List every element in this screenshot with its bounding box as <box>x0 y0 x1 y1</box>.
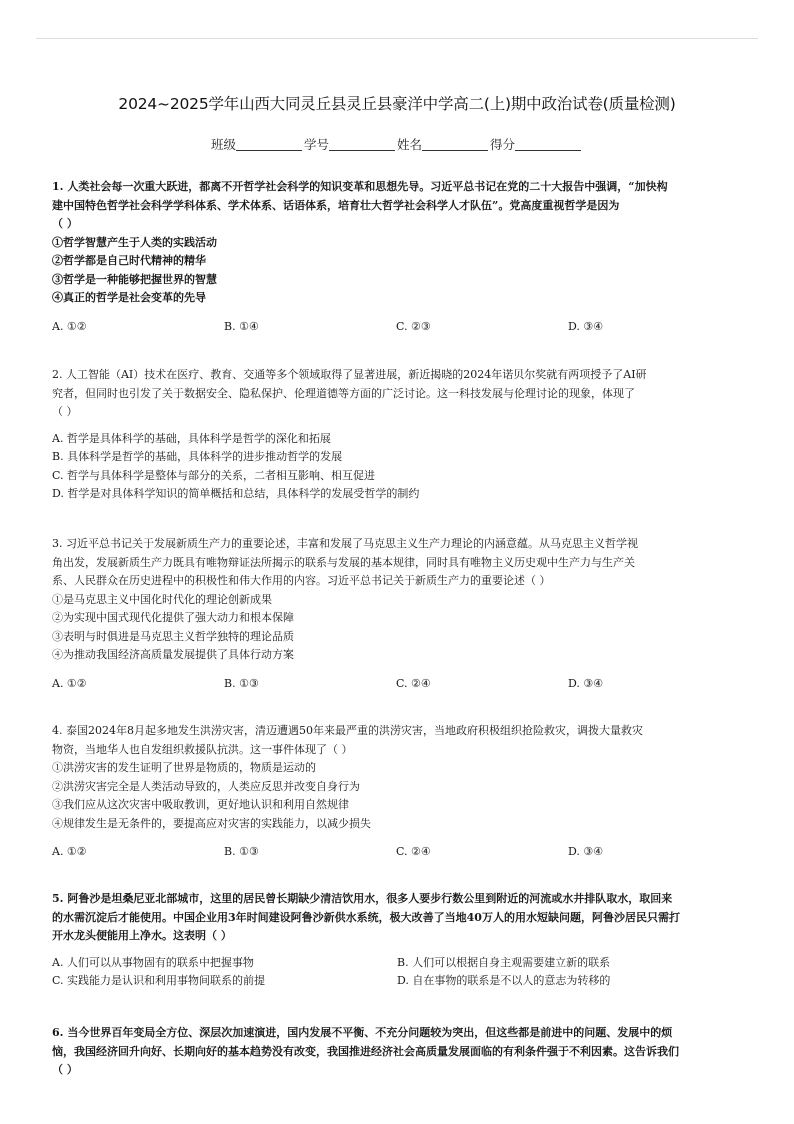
score-field: 得分 <box>490 135 583 153</box>
question-3-item: ③表明与时俱进是马克思主义哲学独特的理论品质 <box>52 629 294 643</box>
page-title: 2024~2025学年山西大同灵丘县灵丘县豪洋中学高二(上)期中政治试卷(质量检测) <box>118 95 676 113</box>
student-info-row <box>0 135 794 153</box>
question-6-stem-line: （ ） <box>52 1063 78 1076</box>
question-2-stem-line: 2. 人工智能（AI）技术在医疗、教育、交通等多个领域取得了显著进展，新近揭晓的2024年诺贝尔奖就有两项授予了AI研 <box>52 368 647 381</box>
question-1-options <box>52 318 742 337</box>
option-d[interactable]: D. 哲学是对具体科学知识的简单概括和总结，具体科学的发展受哲学的制约 <box>52 487 420 500</box>
question-3 <box>52 535 742 693</box>
option-b[interactable]: B. ①③ <box>224 845 259 858</box>
option-c[interactable]: C. ②④ <box>396 845 431 858</box>
option-b[interactable]: B. ①④ <box>224 319 259 333</box>
question-4-options <box>52 843 742 862</box>
question-4-stem-line: 物资，当地华人也自发组织救援队抗洪。这一事件体现了（ ） <box>52 742 353 756</box>
name-field: 姓名 <box>397 135 490 153</box>
option-d[interactable]: D. ③④ <box>568 845 604 858</box>
question-3-stem-line: 系、人民群众在历史进程中的积极性和伟大作用的内容。习近平总书记关于新质生产力的重要论述（ ） <box>52 574 551 587</box>
question-2-stem-line: （ ） <box>52 405 78 418</box>
question-6 <box>52 1024 742 1080</box>
option-a[interactable]: A. ①② <box>52 845 87 858</box>
option-b[interactable]: B. 人们可以根据自身主观需要建立新的联系 <box>397 955 611 969</box>
student-id-blank[interactable] <box>329 138 395 151</box>
question-1 <box>52 178 742 336</box>
question-5-stem-line: 的水需沉淀后才能使用。中国企业用3年时间建设阿鲁沙新供水系统，极大改善了当地40万人的用水短缺问题，阿鲁沙居民只需打 <box>52 910 680 924</box>
question-1-item: ①哲学智慧产生于人类的实践活动 <box>52 235 217 249</box>
question-4 <box>52 722 742 862</box>
question-1-stem-line: 建中国特色哲学社会科学学科体系、学术体系、话语体系，培育壮大哲学社会科学人才队伍”。党高度重视哲学是因为 <box>52 198 620 212</box>
option-a[interactable]: A. ①② <box>52 676 87 690</box>
question-3-item: ①是马克思主义中国化时代化的理论创新成果 <box>52 592 272 606</box>
question-5 <box>52 890 742 991</box>
option-a[interactable]: A. ①② <box>52 319 87 333</box>
option-b[interactable]: B. ①③ <box>224 676 259 690</box>
question-1-item: ②哲学都是自己时代精神的精华 <box>52 254 206 267</box>
option-d[interactable]: D. ③④ <box>568 319 604 333</box>
question-6-stem-line: 6. 当今世界百年变局全方位、深层次加速演进，国内发展不平衡、不充分问题较为突出，但这些都是前进中的问题、发展中的烦 <box>52 1026 673 1039</box>
question-4-item: ②洪涝灾害完全是人类活动导致的，人类应反思并改变自身行为 <box>52 779 360 793</box>
option-d[interactable]: D. 自在事物的联系是不以人的意志为转移的 <box>397 974 611 987</box>
question-4-item: ①洪涝灾害的发生证明了世界是物质的，物质是运动的 <box>52 761 316 774</box>
question-5-stem-line: 5. 阿鲁沙是坦桑尼亚北部城市，这里的居民曾长期缺少清洁饮用水，很多人要步行数公里到附近的河流或水井排队取水，取回来 <box>52 892 673 905</box>
option-c[interactable]: C. 实践能力是认识和利用事物间联系的前提 <box>52 974 266 987</box>
question-3-stem-line: 3. 习近平总书记关于发展新质生产力的重要论述，丰富和发展了马克思主义生产力理论的内涵意蕴。从马克思主义哲学视 <box>52 537 638 550</box>
option-c[interactable]: C. ②④ <box>396 676 431 690</box>
student-id-field: 学号 <box>304 135 397 153</box>
score-blank[interactable] <box>515 138 581 151</box>
question-2-options <box>52 430 742 504</box>
question-3-stem-line: 角出发，发展新质生产力既具有唯物辩证法所揭示的联系与发展的基本规律，同时具有唯物主义历史观中生产力与生产关 <box>52 555 635 569</box>
header-rule <box>36 38 758 39</box>
question-3-item: ④为推动我国经济高质量发展提供了具体行动方案 <box>52 648 294 661</box>
question-3-item: ②为实现中国式现代化提供了强大动力和根本保障 <box>52 611 294 624</box>
question-6-stem-line: 恼，我国经济回升向好、长期向好的基本趋势没有改变，我国推进经济社会高质量发展面临的有利条件强于不利因素。这告诉我们 <box>52 1044 679 1058</box>
question-1-stem-line: （ ） <box>52 217 78 230</box>
option-a[interactable]: A. 哲学是具体科学的基础，具体科学是哲学的深化和拓展 <box>52 431 331 445</box>
class-blank[interactable] <box>236 138 302 151</box>
option-c[interactable]: C. 哲学与具体科学是整体与部分的关系，二者相互影响、相互促进 <box>52 468 376 482</box>
question-3-options <box>52 675 742 694</box>
question-1-item: ④真正的哲学是社会变革的先导 <box>52 291 206 304</box>
question-4-item: ④规律发生是无条件的，要提高应对灾害的实践能力，以减少损失 <box>52 816 371 830</box>
question-1-item: ③哲学是一种能够把握世界的智慧 <box>52 272 217 286</box>
question-4-item: ③我们应从这次灾害中吸取教训，更好地认识和利用自然规律 <box>52 798 349 811</box>
option-a[interactable]: A. 人们可以从事物固有的联系中把握事物 <box>52 955 254 969</box>
class-field: 班级 <box>211 135 304 153</box>
question-5-stem-line: 开水龙头便能用上净水。这表明（ ） <box>52 929 232 942</box>
question-1-stem-line: 1. 人类社会每一次重大跃进，都离不开哲学社会科学的知识变革和思想先导。习近平总书记在党的二十大报告中强调，“加快构 <box>52 180 668 193</box>
option-b[interactable]: B. 具体科学是哲学的基础，具体科学的进步推动哲学的发展 <box>52 450 343 463</box>
name-blank[interactable] <box>422 138 488 151</box>
question-4-stem-line: 4. 泰国2024年8月起多地发生洪涝灾害，清迈遭遇50年来最严重的洪涝灾害，当地政府积极组织抢险救灾，调拨大量救灾 <box>52 724 643 737</box>
question-2-stem-line: 究者，但同时也引发了关于数据安全、隐私保护、伦理道德等方面的广泛讨论。这一科技发展与伦理讨论的现象，体现了 <box>52 386 635 400</box>
question-2 <box>52 366 742 504</box>
option-c[interactable]: C. ②③ <box>396 319 431 333</box>
question-5-options <box>52 954 742 991</box>
option-d[interactable]: D. ③④ <box>568 676 604 690</box>
